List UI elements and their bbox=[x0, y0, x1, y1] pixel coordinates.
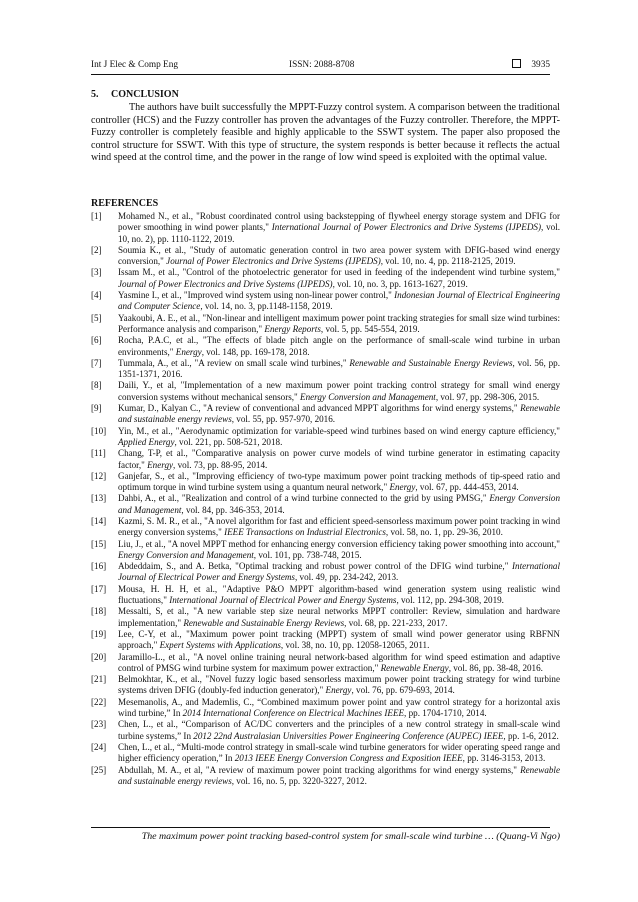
references-list bbox=[91, 211, 560, 787]
reference-venue: Energy Conversion and Management bbox=[118, 549, 254, 560]
reference-venue: Applied Energy bbox=[118, 436, 175, 447]
reference-details: , vol. 73, pp. 88-95, 2014. bbox=[173, 459, 268, 470]
reference-venue: Energy bbox=[389, 482, 416, 493]
reference-details: , vol. 97, pp. 298-306, 2015. bbox=[435, 391, 540, 402]
reference-text: Yasmine I., et al., "Improved wind system using non-linear power control," bbox=[118, 290, 395, 301]
reference-details: , vol. 86, pp. 38-48, 2016. bbox=[448, 662, 543, 673]
reference-item bbox=[91, 516, 560, 539]
reference-item bbox=[91, 629, 560, 652]
reference-venue: Journal of Power Electronics and Drive Systems (IJPEDS) bbox=[166, 256, 381, 267]
reference-details: , vol. 148, pp. 169-178, 2018. bbox=[201, 346, 310, 357]
reference-number: [13] bbox=[91, 493, 107, 504]
reference-details: , vol. 221, pp. 508-521, 2018. bbox=[174, 436, 283, 447]
reference-number: [8] bbox=[91, 380, 102, 391]
reference-number: [12] bbox=[91, 470, 107, 481]
reference-details: , vol. 38, no. 10, pp. 12058-12065, 2011. bbox=[280, 640, 430, 651]
reference-details: , vol. 67, pp. 444-453, 2014. bbox=[415, 482, 519, 493]
reference-text: Kumar, D., Kalyan C., "A review of conventional and advanced MPPT algorithms for wind energy systems," bbox=[118, 403, 521, 414]
reference-number: [14] bbox=[91, 515, 107, 526]
reference-venue: International Journal of Electrical Power and Energy Systems bbox=[118, 561, 560, 583]
reference-text: Mousa, H. H. H, et al., "Adaptive P&O MPPT algorithm-based wind generation system using realistic wind fluctuations," bbox=[118, 583, 560, 606]
section-number: 5. bbox=[91, 89, 99, 100]
reference-number: [19] bbox=[91, 628, 107, 639]
reference-text: Issam M., et al., "Control of the photoelectric generator for used in feeding of the independent wind turbine system," bbox=[118, 267, 560, 278]
reference-number: [9] bbox=[91, 403, 102, 414]
reference-details: pp. 1704-1710, 2014. bbox=[406, 708, 487, 719]
reference-number: [1] bbox=[91, 210, 102, 221]
reference-number: [18] bbox=[91, 606, 107, 617]
reference-item bbox=[91, 697, 560, 720]
reference-number: [23] bbox=[91, 719, 107, 730]
reference-number: [20] bbox=[91, 651, 107, 662]
running-header bbox=[91, 58, 550, 72]
reference-venue: Journal of Power Electronics and Drive Systems (IJPEDS) bbox=[118, 278, 333, 289]
reference-number: [2] bbox=[91, 244, 102, 255]
reference-number: [3] bbox=[91, 267, 102, 278]
reference-number: [17] bbox=[91, 583, 107, 594]
reference-venue: Renewable and Sustainable Energy Reviews bbox=[183, 617, 345, 628]
reference-details: , pp. 3146-3153, 2013. bbox=[462, 753, 546, 764]
issn: ISSN: 2088-8708 bbox=[289, 60, 355, 70]
reference-details: , vol. 76, pp. 679-693, 2014. bbox=[351, 685, 455, 696]
reference-details: , vol. 68, pp. 221-233, 2017. bbox=[344, 617, 448, 628]
reference-number: [24] bbox=[91, 741, 107, 752]
page-number: 3935 bbox=[531, 60, 550, 70]
reference-text: Yaakoubi, A. E., et al., "Non-linear and intelligent maximum power point tracking strategies for small size wind turbines: Performance analysis and comparison," bbox=[118, 312, 560, 334]
reference-venue: 2012 22nd Australasian Universities Power Engineering Conference (AUPEC) IEEE bbox=[193, 730, 504, 741]
reference-text: Abdeddaim, S., and A. Betka, "Optimal tracking and robust power control of the DFIG wind turbine," bbox=[118, 561, 512, 572]
reference-text: Chang, T-P, et al., "Comparative analysis on power curve models of wind turbine generator in estimating capacity factor," bbox=[118, 448, 560, 470]
reference-text: Ganjefar, S., et al., "Improving efficiency of two-type maximum power point tracking methods of tip-speed ratio and optimum torque in wind turbine system using a quantum neural network," bbox=[118, 470, 560, 493]
reference-item bbox=[91, 606, 560, 629]
reference-item bbox=[91, 358, 560, 381]
reference-item bbox=[91, 335, 560, 358]
reference-item bbox=[91, 561, 560, 584]
reference-number: [25] bbox=[91, 764, 107, 775]
reference-number: [21] bbox=[91, 674, 107, 685]
checkbox-square-icon bbox=[512, 59, 521, 68]
reference-item bbox=[91, 245, 560, 268]
reference-details: , vol. 56, pp. 1351-1371, 2016. bbox=[118, 357, 560, 380]
reference-details: , vol. 49, pp. 234-242, 2013. bbox=[294, 572, 399, 583]
reference-venue: 2014 International Conference on Electrical Machines IEEE, bbox=[182, 708, 407, 719]
page-content bbox=[91, 88, 560, 787]
reference-venue: Energy Conversion and Management bbox=[300, 391, 436, 402]
reference-details: , vol. 58, no. 1, pp. 29-36, 2010. bbox=[385, 527, 503, 538]
footer-rule bbox=[91, 827, 550, 828]
reference-venue: Renewable and sustainable energy reviews bbox=[118, 403, 560, 425]
reference-venue: Renewable and sustainable energy reviews bbox=[118, 764, 560, 786]
reference-item bbox=[91, 290, 560, 313]
conclusion-heading bbox=[91, 88, 560, 101]
reference-number: [10] bbox=[91, 425, 107, 436]
reference-details: , pp. 1-6, 2012. bbox=[503, 730, 559, 741]
header-rule bbox=[91, 74, 550, 75]
reference-text: Abdullah, M. A., et al, "A review of maximum power point tracking algorithms for wind energy systems," bbox=[118, 764, 521, 775]
reference-number: [6] bbox=[91, 335, 102, 346]
reference-text: Soumia K., et al., "Study of automatic generation control in two area power system with DFIG-based wind energy conversion," bbox=[118, 244, 560, 267]
reference-number: [15] bbox=[91, 538, 107, 549]
section-title: CONCLUSION bbox=[111, 89, 179, 100]
reference-venue: International Journal of Electrical Power and Energy Systems bbox=[169, 595, 397, 606]
reference-text: Yin, M., et al., "Aerodynamic optimization for variable-speed wind turbines based on wind energy capture efficiency," bbox=[118, 425, 560, 436]
reference-item bbox=[91, 765, 560, 788]
reference-item bbox=[91, 471, 560, 494]
reference-details: , vol. 10, no. 2), pp. 1110-1122, 2019. bbox=[118, 222, 560, 244]
reference-text: Daili, Y., et al, "Implementation of a new maximum power point tracking control strategy for small wind energy conversion systems without mechanical sensors," bbox=[118, 380, 560, 402]
reference-item bbox=[91, 674, 560, 697]
reference-venue: Indonesian Journal of Electrical Engineering and Computer Science bbox=[118, 290, 560, 312]
reference-venue: Energy bbox=[147, 459, 174, 470]
reference-text: Liu, J., et al., "A novel MPPT method for enhancing energy conversion efficiency taking power smoothing into account," bbox=[118, 538, 560, 549]
reference-item bbox=[91, 426, 560, 449]
references-heading: REFERENCES bbox=[91, 197, 159, 209]
reference-text: Chen, L., et al., “Multi-mode control strategy in small-scale wind turbine generators for wider operating speed range and higher efficiency operation,” In bbox=[118, 741, 560, 764]
journal-name: Int J Elec & Comp Eng bbox=[91, 60, 179, 70]
reference-venue: Energy bbox=[325, 685, 352, 696]
reference-details: , vol. 84, pp. 346-353, 2014. bbox=[181, 504, 285, 515]
reference-number: [11] bbox=[91, 448, 106, 459]
reference-venue: Energy Conversion and Management bbox=[118, 493, 560, 515]
reference-text: Dahbi, A., et al., "Realization and control of a wind turbine connected to the grid by using PMSG," bbox=[118, 493, 490, 504]
page-number-group bbox=[512, 58, 550, 72]
reference-venue: Energy bbox=[175, 346, 202, 357]
reference-text: Lee, C-Y, et al., "Maximum power point tracking (MPPT) system of small wind power generator using RBFNN approach," bbox=[118, 628, 560, 651]
reference-venue: Expert Systems with Applications bbox=[159, 640, 281, 651]
reference-item bbox=[91, 539, 560, 562]
conclusion-paragraph: The authors have built successfully the MPPT-Fuzzy control system. A comparison between the traditional controller (HCS) and the Fuzzy controller has proven the advantages of the Fuzzy controller. Therefore, the MPPT-Fuzzy controller is completely feasible and highly applicable to the SSWT system. The paper also proposed the control structure for SSWT. With this type of structure, the system responds is better because it reflects the actual wind speed at the control time, and the power in the range of low wind speed is exploited with the optimal value. bbox=[91, 102, 560, 164]
reference-text: Mesemanolis, A., and Mademlis, C., “Combined maximum power point and yaw control strategy for a horizontal axis wind turbine,” In bbox=[118, 696, 560, 719]
reference-item bbox=[91, 380, 560, 403]
reference-item bbox=[91, 448, 560, 471]
reference-details: , vol. 112, pp. 294-308, 2019. bbox=[396, 595, 504, 606]
reference-details: , vol. 5, pp. 545-554, 2019. bbox=[320, 323, 420, 334]
reference-details: , vol. 14, no. 3, pp.1148-1158, 2019. bbox=[200, 301, 333, 312]
reference-text: Kazmi, S. M. R., et al., "A novel algorithm for fast and efficient speed-sensorless maximum power point tracking in wind energy conversion systems," bbox=[118, 515, 560, 538]
reference-details: , vol. 16, no. 5, pp. 3220-3227, 2012. bbox=[231, 775, 367, 786]
reference-text: Jaramillo-L., et al., "A novel online training neural network-based algorithm for wind speed estimation and adaptive control of PMSG wind turbine system for maximum power extraction," bbox=[118, 651, 560, 673]
running-footer: The maximum power point tracking based-control system for small-scale wind turbine … (Quang-Vi Ngo) bbox=[141, 831, 560, 842]
reference-item bbox=[91, 652, 560, 675]
reference-item bbox=[91, 211, 560, 245]
reference-number: [4] bbox=[91, 290, 102, 301]
reference-item bbox=[91, 742, 560, 765]
reference-number: [5] bbox=[91, 312, 102, 323]
reference-venue: Renewable and Sustainable Energy Reviews bbox=[349, 357, 513, 368]
reference-number: [22] bbox=[91, 696, 107, 707]
reference-text: Messalti, S, et al., "A new variable step size neural networks MPPT controller: Review, simulation and hardware implementation," bbox=[118, 606, 560, 628]
reference-venue: IEEE Transactions on Industrial Electronics bbox=[224, 527, 386, 538]
reference-venue: Renewable Energy bbox=[380, 662, 449, 673]
reference-details: , vol. 55, pp. 957-970, 2016. bbox=[231, 414, 336, 425]
reference-details: , vol. 10, no. 4, pp. 2118-2125, 2019. bbox=[380, 256, 516, 267]
reference-item bbox=[91, 267, 560, 290]
reference-text: Belmokhtar, K., et al., "Novel fuzzy logic based sensorless maximum power point tracking strategy for wind turbine systems driven DFIG (doubly-fed induction generator)," bbox=[118, 674, 560, 696]
reference-text: Rocha, P.A.C, et al., "The effects of blade pitch angle on the performance of small-scale wind turbine in urban environments," bbox=[118, 335, 560, 357]
reference-item bbox=[91, 493, 560, 516]
reference-number: [7] bbox=[91, 357, 102, 368]
reference-item bbox=[91, 584, 560, 607]
reference-venue: 2013 IEEE Energy Conversion Congress and Exposition IEEE bbox=[234, 753, 463, 764]
reference-details: , vol. 10, no. 3, pp. 1613-1627, 2019. bbox=[332, 278, 468, 289]
reference-number: [16] bbox=[91, 561, 107, 572]
reference-item bbox=[91, 403, 560, 426]
reference-text: Chen, L., et al., “Comparison of AC/DC converters and the principles of a new control strategy in small-scale wind turbine systems,” In bbox=[118, 719, 560, 741]
reference-details: , vol. 101, pp. 738-748, 2015. bbox=[253, 549, 362, 560]
reference-text: Mohamed N., et al., "Robust coordinated control using backstepping of flywheel energy storage system and DFIG for power smoothing in wind power plants," bbox=[118, 210, 560, 233]
reference-venue: International Journal of Power Electronics and Drive Systems (IJPEDS) bbox=[271, 222, 541, 233]
reference-text: Tummala, A., et al., "A review on small scale wind turbines," bbox=[118, 357, 350, 368]
reference-item bbox=[91, 719, 560, 742]
reference-venue: Energy Reports bbox=[264, 323, 321, 334]
reference-item bbox=[91, 313, 560, 336]
